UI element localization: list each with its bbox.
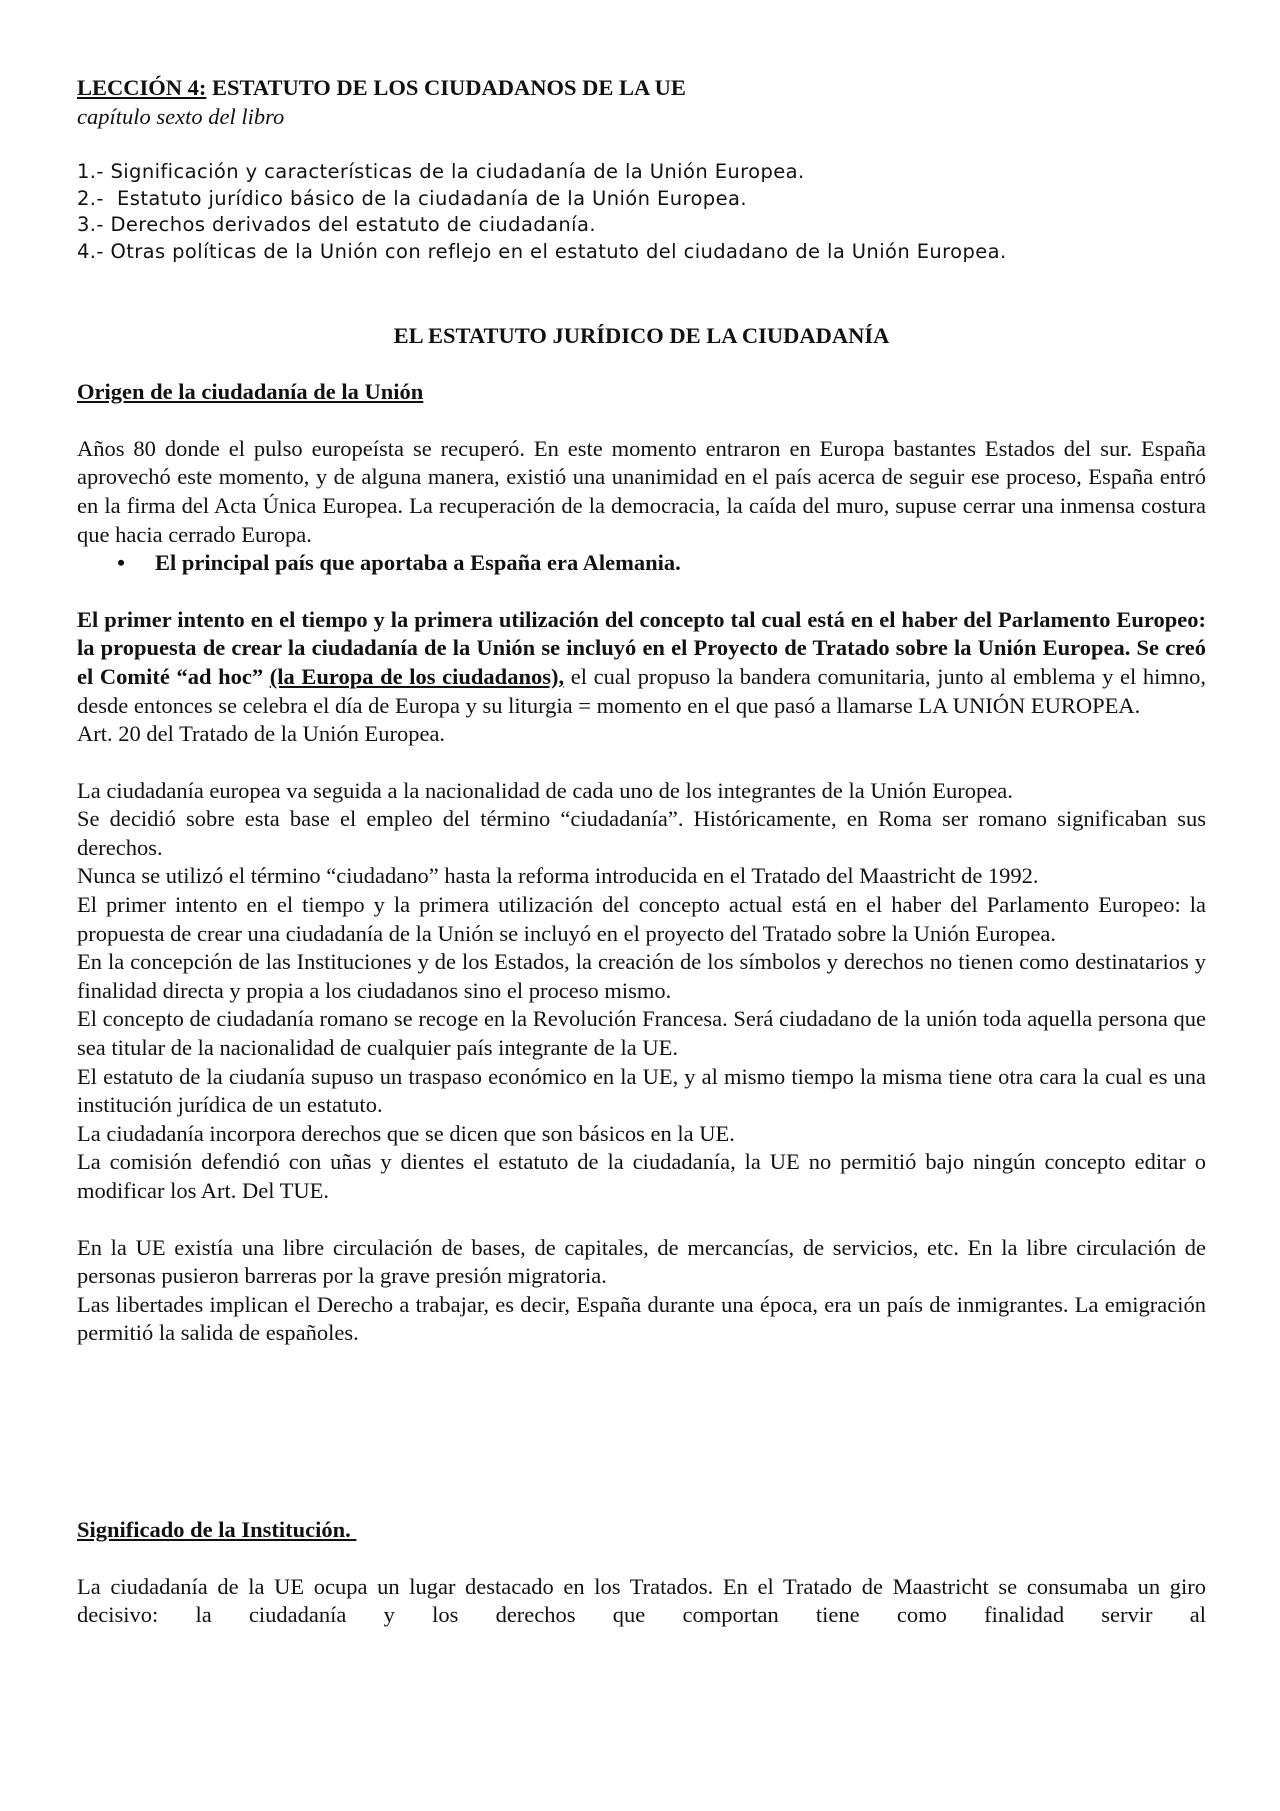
paragraph-block-6: El concepto de ciudadanía romano se recoge en la Revolución Francesa. Será ciudadano de la unión toda aquella persona que sea titular de la nacionalidad de cualquier país integrante de la UE. xyxy=(77,1006,1206,1061)
toc-item-1: 1.- Significación y características de la ciudadanía de la Unión Europea. xyxy=(77,160,805,184)
paragraph-origen-2 xyxy=(77,606,1206,720)
paragraph-block-4: El primer intento en el tiempo y la primera utilización del concepto actual está en el haber del Parlamento Europeo: la propuesta de crear una ciudadanía de la Unión se incluyó en el proyecto del Tratado sobre la Unión Europea. xyxy=(77,892,1206,946)
toc-item-4: 4.- Otras políticas de la Unión con reflejo en el estatuto del ciudadano de la Unión Europea. xyxy=(77,239,1007,263)
paragraph-block-3: Nunca se utilizó el término “ciudadano” hasta la reforma introducida en el Tratado del Maastricht de 1992. xyxy=(77,863,1039,889)
lesson-subtitle: capítulo sexto del libro xyxy=(77,103,285,129)
section-heading-origen: Origen de la ciudadanía de la Unión xyxy=(77,379,424,405)
paragraph-block-2: Se decidió sobre esta base el empleo del término “ciudadanía”. Históricamente, en Roma ser romano significaban sus derechos. xyxy=(77,806,1206,860)
paragraph-block-7: El estatuto de la ciudanía supuso un traspaso económico en la UE, y al mismo tiempo la misma tiene otra cara la cual es una institución jurídica de un estatuto. xyxy=(77,1063,1206,1118)
toc-item-3: 3.- Derechos derivados del estatuto de ciudadanía. xyxy=(77,213,596,237)
paragraph-origen-1: Años 80 donde el pulso europeísta se recuperó. En este momento entraron en Europa bastantes Estados del sur. España aprovechó este momento, y de alguna manera, existió una unanimidad en el país acerca de seguir ese proceso, España entró en la firma del Acta Única Europea. La recuperación de la democracia, la caída del muro, supuse cerrar una inmensa costura que hacia cerrado Europa. xyxy=(77,435,1206,547)
bullet-icon: • xyxy=(117,550,125,576)
paragraph-libre-circulacion: En la UE existía una libre circulación de bases, de capitales, de mercancías, de servicios, etc. En la libre circulación de personas pusieron barreras por la grave presión migratoria. xyxy=(77,1234,1206,1289)
lesson-title-text: ESTATUTO DE LOS CIUDADANOS DE LA UE xyxy=(206,75,686,100)
main-heading: EL ESTATUTO JURÍDICO DE LA CIUDADANÍA xyxy=(393,322,890,348)
paragraph-origen-2-rest: el cual propuso la bandera comunitaria, junto al emblema y el himno, desde entonces se celebra el día de Europa y su liturgia = momento en el que pasó a llamarse LA UNIÓN EUROPEA. xyxy=(77,663,1206,718)
paragraph-block-1: La ciudadanía europea va seguida a la nacionalidad de cada uno de los integrantes de la Unión Europea. xyxy=(77,777,1013,803)
paragraph-block-5: En la concepción de las Instituciones y de los Estados, la creación de los símbolos y derechos no tienen como destinatarios y finalidad directa y propia a los ciudadanos sino el proceso mismo. xyxy=(77,949,1206,1003)
lesson-title xyxy=(77,74,1206,103)
paragraph-origen-2-bold: El primer intento en el tiempo y la primera utilización del concepto tal cual está en el haber del Parlamento Europeo: la propuesta de crear la ciudadanía de la Unión se incluyó en el Proyecto de Tratado sobre la Unión Europea. Se creó el Comité “ad hoc” xyxy=(77,606,1206,689)
toc-item-2: 2.- Estatuto jurídico básico de la ciudadanía de la Unión Europea. xyxy=(77,186,747,210)
paragraph-significado-1: La ciudadanía de la UE ocupa un lugar destacado en los Tratados. En el Tratado de Maastricht se consumaba un giro decisivo: la ciudadanía y los derechos que comportan tiene como finalidad servir al xyxy=(77,1573,1206,1628)
article-reference: Art. 20 del Tratado de la Unión Europea. xyxy=(77,721,446,747)
paragraph-block-9: La comisión defendió con uñas y dientes el estatuto de la ciudadanía, la UE no permitió bajo ningún concepto editar o modificar los Art. Del TUE. xyxy=(77,1149,1206,1203)
paragraph-block-8: La ciudadanía incorpora derechos que se dicen que son básicos en la UE. xyxy=(77,1120,735,1146)
bullet-text: El principal país que aportaba a España era Alemania. xyxy=(155,550,681,576)
bullet-item xyxy=(77,549,1206,578)
document-page xyxy=(77,74,1206,1630)
paragraph-origen-2-underlined: (la Europa de los ciudadanos), xyxy=(269,663,565,689)
lesson-label: LECCIÓN 4: xyxy=(77,75,207,100)
section-heading-significado: Significado de la Institución. xyxy=(77,1516,357,1542)
table-of-contents xyxy=(77,159,1206,265)
paragraph-libertades: Las libertades implican el Derecho a trabajar, es decir, España durante una época, era un país de inmigrantes. La emigración permitió la salida de españoles. xyxy=(77,1291,1206,1346)
